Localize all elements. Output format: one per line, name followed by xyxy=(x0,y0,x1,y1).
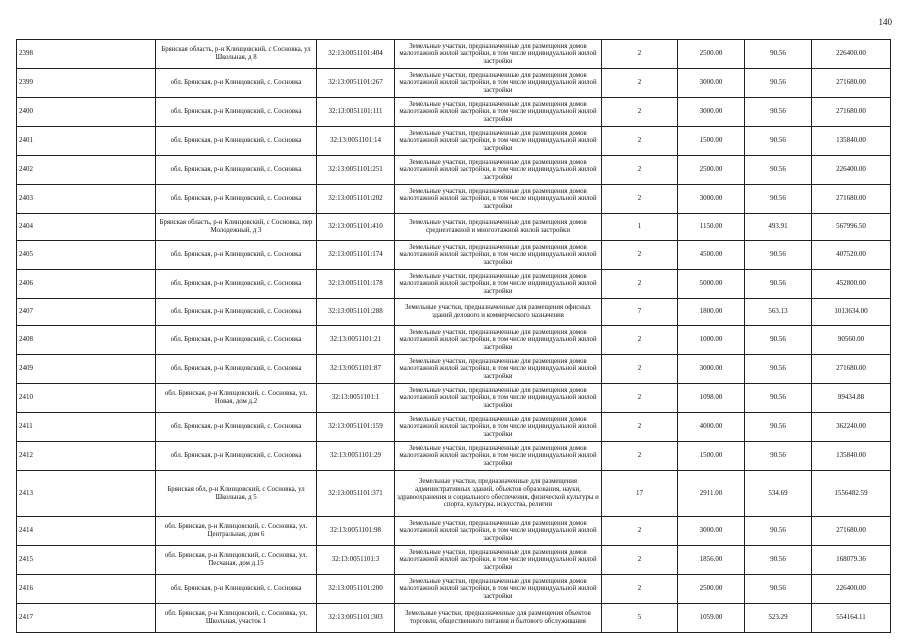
specific-value-cell: 90.56 xyxy=(745,127,812,156)
row-number: 2403 xyxy=(17,185,156,214)
land-use-cell: Земельные участки, предназначенные для размещения домов среднеэтажной и многоэтажной жилой застройки xyxy=(395,214,602,241)
table-row xyxy=(17,156,891,185)
cadastral-value-table xyxy=(16,39,891,633)
category-cell: 2 xyxy=(602,270,678,299)
area-cell: 1150.00 xyxy=(678,214,745,241)
specific-value-cell: 523.29 xyxy=(745,604,812,633)
land-use-cell: Земельные участки, предназначенные для размещения домов малоэтажной жилой застройки, в том числе индивидуальной жилой застройки xyxy=(395,384,602,413)
cadastral-number-cell: 32:13:0051101:14 xyxy=(317,127,395,156)
category-cell: 1 xyxy=(602,214,678,241)
land-use-cell: Земельные участки, предназначенные для размещения домов малоэтажной жилой застройки, в том числе индивидуальной жилой застройки xyxy=(395,413,602,442)
area-cell: 3000.00 xyxy=(678,185,745,214)
address-cell: обл. Брянская, р-н Клинцовский, с. Сосновка xyxy=(156,127,317,156)
table-row xyxy=(17,326,891,355)
cadastral-value-cell: 135840.00 xyxy=(812,127,891,156)
specific-value-cell: 563.13 xyxy=(745,299,812,326)
cadastral-value-cell: 168079.36 xyxy=(812,546,891,575)
cadastral-value-cell: 362240.00 xyxy=(812,413,891,442)
specific-value-cell: 90.56 xyxy=(745,384,812,413)
cadastral-number-cell: 32:13:0051101:200 xyxy=(317,575,395,604)
land-use-cell: Земельные участки, предназначенные для размещения домов малоэтажной жилой застройки, в том числе индивидуальной жилой застройки xyxy=(395,517,602,546)
specific-value-cell: 90.56 xyxy=(745,326,812,355)
cadastral-number-cell: 32:13:0051101:404 xyxy=(317,40,395,69)
address-cell: обл. Брянская, р-н Клинцовский, с. Сосновка, ул. Песчаная, дом д.15 xyxy=(156,546,317,575)
cadastral-value-cell: 407520.00 xyxy=(812,241,891,270)
address-cell: Брянская область, р-н Клинцовский, с Сосновка, пер Молодежный, д 3 xyxy=(156,214,317,241)
row-number: 2406 xyxy=(17,270,156,299)
row-number: 2411 xyxy=(17,413,156,442)
specific-value-cell: 90.56 xyxy=(745,355,812,384)
table-row xyxy=(17,40,891,69)
table-body xyxy=(17,40,891,633)
table-row xyxy=(17,214,891,241)
land-use-cell: Земельные участки, предназначенные для размещения административных зданий, объектов образования, науки, здравоохранения и социального обеспечения, физической культуры и спорта, культуры, искусства, религии xyxy=(395,471,602,517)
address-cell: Брянская обл, р-н Клинцовский, с Сосновка, ул Школьная, д 5 xyxy=(156,471,317,517)
category-cell: 2 xyxy=(602,98,678,127)
row-number: 2415 xyxy=(17,546,156,575)
area-cell: 4000.00 xyxy=(678,413,745,442)
specific-value-cell: 90.56 xyxy=(745,185,812,214)
page-number: 140 xyxy=(878,17,892,27)
table-row xyxy=(17,442,891,471)
land-use-cell: Земельные участки, предназначенные для размещения домов малоэтажной жилой застройки, в том числе индивидуальной жилой застройки xyxy=(395,69,602,98)
row-number: 2410 xyxy=(17,384,156,413)
land-use-cell: Земельные участки, предназначенные для размещения домов малоэтажной жилой застройки, в том числе индивидуальной жилой застройки xyxy=(395,40,602,69)
cadastral-value-cell: 1556482.59 xyxy=(812,471,891,517)
area-cell: 1500.00 xyxy=(678,127,745,156)
address-cell: Брянская область, р-н Клинцовский, с Сосновка, ул Школьная, д 8 xyxy=(156,40,317,69)
specific-value-cell: 90.56 xyxy=(745,517,812,546)
row-number: 2414 xyxy=(17,517,156,546)
category-cell: 2 xyxy=(602,413,678,442)
address-cell: обл. Брянская, р-н Клинцовский, с. Сосновка xyxy=(156,241,317,270)
cadastral-number-cell: 32:13:0051101:202 xyxy=(317,185,395,214)
table-row xyxy=(17,546,891,575)
table-row xyxy=(17,517,891,546)
row-number: 2398 xyxy=(17,40,156,69)
cadastral-value-cell: 99434.88 xyxy=(812,384,891,413)
specific-value-cell: 90.56 xyxy=(745,442,812,471)
table-row xyxy=(17,355,891,384)
table-row xyxy=(17,384,891,413)
area-cell: 1098.00 xyxy=(678,384,745,413)
row-number: 2402 xyxy=(17,156,156,185)
address-cell: обл. Брянская, р-н Клинцовский, с. Сосновка, ул. Школьная, участок 1 xyxy=(156,604,317,633)
cadastral-number-cell: 32:13:0051101:159 xyxy=(317,413,395,442)
row-number: 2413 xyxy=(17,471,156,517)
cadastral-value-cell: 271680.00 xyxy=(812,355,891,384)
row-number: 2412 xyxy=(17,442,156,471)
land-use-cell: Земельные участки, предназначенные для размещения домов малоэтажной жилой застройки, в том числе индивидуальной жилой застройки xyxy=(395,127,602,156)
category-cell: 2 xyxy=(602,127,678,156)
address-cell: обл. Брянская, р-н Клинцовский, с. Сосновка xyxy=(156,442,317,471)
address-cell: обл. Брянская, р-н Клинцовский, с. Сосновка xyxy=(156,270,317,299)
cadastral-value-cell: 226400.00 xyxy=(812,575,891,604)
category-cell: 2 xyxy=(602,517,678,546)
category-cell: 2 xyxy=(602,185,678,214)
address-cell: обл. Брянская, р-н Клинцовский, с. Сосновка xyxy=(156,299,317,326)
land-use-cell: Земельные участки, предназначенные для размещения домов малоэтажной жилой застройки, в том числе индивидуальной жилой застройки xyxy=(395,98,602,127)
row-number: 2408 xyxy=(17,326,156,355)
land-use-cell: Земельные участки, предназначенные для размещения домов малоэтажной жилой застройки, в том числе индивидуальной жилой застройки xyxy=(395,270,602,299)
cadastral-value-cell: 90560.00 xyxy=(812,326,891,355)
cadastral-number-cell: 32:13:0051101:3 xyxy=(317,546,395,575)
specific-value-cell: 90.56 xyxy=(745,156,812,185)
specific-value-cell: 90.56 xyxy=(745,270,812,299)
land-use-cell: Земельные участки, предназначенные для размещения домов малоэтажной жилой застройки, в том числе индивидуальной жилой застройки xyxy=(395,442,602,471)
table-row xyxy=(17,270,891,299)
cadastral-value-cell: 554164.11 xyxy=(812,604,891,633)
cadastral-number-cell: 32:13:0051101:87 xyxy=(317,355,395,384)
address-cell: обл. Брянская, р-н Клинцовский, с. Сосновка xyxy=(156,413,317,442)
address-cell: обл. Брянская, р-н Клинцовский, с. Сосновка xyxy=(156,98,317,127)
table-row xyxy=(17,127,891,156)
cadastral-number-cell: 32:13:0051101:111 xyxy=(317,98,395,127)
category-cell: 2 xyxy=(602,69,678,98)
cadastral-number-cell: 32:13:0051101:98 xyxy=(317,517,395,546)
cadastral-value-cell: 226400.00 xyxy=(812,156,891,185)
address-cell: обл. Брянская, р-н Клинцовский, с. Сосновка xyxy=(156,575,317,604)
area-cell: 2911.00 xyxy=(678,471,745,517)
area-cell: 3000.00 xyxy=(678,98,745,127)
land-use-cell: Земельные участки, предназначенные для размещения домов малоэтажной жилой застройки, в том числе индивидуальной жилой застройки xyxy=(395,156,602,185)
cadastral-number-cell: 32:13:0051101:371 xyxy=(317,471,395,517)
specific-value-cell: 90.56 xyxy=(745,98,812,127)
area-cell: 3000.00 xyxy=(678,355,745,384)
area-cell: 1800.00 xyxy=(678,299,745,326)
address-cell: обл. Брянская, р-н Клинцовский, с. Сосновка xyxy=(156,355,317,384)
cadastral-value-cell: 135840.00 xyxy=(812,442,891,471)
cadastral-value-cell: 226400.00 xyxy=(812,40,891,69)
cadastral-number-cell: 32:13:0051101:251 xyxy=(317,156,395,185)
cadastral-value-cell: 1013634.00 xyxy=(812,299,891,326)
cadastral-number-cell: 32:13:0051101:267 xyxy=(317,69,395,98)
area-cell: 5000.00 xyxy=(678,270,745,299)
land-use-cell: Земельные участки, предназначенные для размещения офисных зданий делового и коммерческого назначения xyxy=(395,299,602,326)
row-number: 2416 xyxy=(17,575,156,604)
row-number: 2405 xyxy=(17,241,156,270)
cadastral-value-cell: 452800.00 xyxy=(812,270,891,299)
specific-value-cell: 90.56 xyxy=(745,241,812,270)
area-cell: 2500.00 xyxy=(678,40,745,69)
specific-value-cell: 493.91 xyxy=(745,214,812,241)
cadastral-number-cell: 32:13:0051101:303 xyxy=(317,604,395,633)
category-cell: 2 xyxy=(602,546,678,575)
address-cell: обл. Брянская, р-н Клинцовский, с. Сосновка xyxy=(156,326,317,355)
category-cell: 2 xyxy=(602,156,678,185)
specific-value-cell: 90.56 xyxy=(745,40,812,69)
row-number: 2407 xyxy=(17,299,156,326)
cadastral-value-cell: 271680.00 xyxy=(812,98,891,127)
category-cell: 2 xyxy=(602,442,678,471)
land-use-cell: Земельные участки, предназначенные для размещения домов малоэтажной жилой застройки, в том числе индивидуальной жилой застройки xyxy=(395,185,602,214)
table-row xyxy=(17,299,891,326)
specific-value-cell: 534.69 xyxy=(745,471,812,517)
land-use-cell: Земельные участки, предназначенные для размещения домов малоэтажной жилой застройки, в том числе индивидуальной жилой застройки xyxy=(395,241,602,270)
land-use-cell: Земельные участки, предназначенные для размещения домов малоэтажной жилой застройки, в том числе индивидуальной жилой застройки xyxy=(395,326,602,355)
cadastral-value-cell: 271680.00 xyxy=(812,69,891,98)
address-cell: обл. Брянская, р-н Клинцовский, с. Сосновка, ул. Новая, дом д.2 xyxy=(156,384,317,413)
area-cell: 1856.00 xyxy=(678,546,745,575)
cadastral-value-cell: 271680.00 xyxy=(812,517,891,546)
land-use-cell: Земельные участки, предназначенные для размещения объектов торговли, общественного питания и бытового обслуживания xyxy=(395,604,602,633)
category-cell: 2 xyxy=(602,241,678,270)
specific-value-cell: 90.56 xyxy=(745,546,812,575)
table-row xyxy=(17,185,891,214)
cadastral-number-cell: 32:13:0051101:410 xyxy=(317,214,395,241)
category-cell: 2 xyxy=(602,384,678,413)
table-row xyxy=(17,241,891,270)
area-cell: 1059.00 xyxy=(678,604,745,633)
cadastral-value-cell: 271680.00 xyxy=(812,185,891,214)
address-cell: обл. Брянская, р-н Клинцовский, с. Сосновка, ул. Центральная, дом 6 xyxy=(156,517,317,546)
table-row xyxy=(17,69,891,98)
specific-value-cell: 90.56 xyxy=(745,69,812,98)
category-cell: 2 xyxy=(602,326,678,355)
address-cell: обл. Брянская, р-н Клинцовский, с. Сосновка xyxy=(156,69,317,98)
cadastral-number-cell: 32:13:0051101:174 xyxy=(317,241,395,270)
cadastral-value-cell: 567996.50 xyxy=(812,214,891,241)
area-cell: 1000.00 xyxy=(678,326,745,355)
row-number: 2399 xyxy=(17,69,156,98)
area-cell: 2500.00 xyxy=(678,575,745,604)
row-number: 2401 xyxy=(17,127,156,156)
row-number: 2400 xyxy=(17,98,156,127)
category-cell: 2 xyxy=(602,355,678,384)
land-use-cell: Земельные участки, предназначенные для размещения домов малоэтажной жилой застройки, в том числе индивидуальной жилой застройки xyxy=(395,546,602,575)
category-cell: 17 xyxy=(602,471,678,517)
cadastral-number-cell: 32:13:0051101:21 xyxy=(317,326,395,355)
category-cell: 5 xyxy=(602,604,678,633)
specific-value-cell: 90.56 xyxy=(745,575,812,604)
land-use-cell: Земельные участки, предназначенные для размещения домов малоэтажной жилой застройки, в том числе индивидуальной жилой застройки xyxy=(395,355,602,384)
table-row xyxy=(17,98,891,127)
cadastral-number-cell: 32:13:0051101:288 xyxy=(317,299,395,326)
table-row xyxy=(17,604,891,633)
table-row xyxy=(17,471,891,517)
cadastral-number-cell: 32:13:0051101:29 xyxy=(317,442,395,471)
area-cell: 3000.00 xyxy=(678,517,745,546)
row-number: 2404 xyxy=(17,214,156,241)
category-cell: 2 xyxy=(602,575,678,604)
row-number: 2417 xyxy=(17,604,156,633)
category-cell: 7 xyxy=(602,299,678,326)
table-row xyxy=(17,575,891,604)
specific-value-cell: 90.56 xyxy=(745,413,812,442)
category-cell: 2 xyxy=(602,40,678,69)
address-cell: обл. Брянская, р-н Клинцовский, с. Сосновка xyxy=(156,156,317,185)
area-cell: 3000.00 xyxy=(678,69,745,98)
area-cell: 2500.00 xyxy=(678,156,745,185)
land-use-cell: Земельные участки, предназначенные для размещения домов малоэтажной жилой застройки, в том числе индивидуальной жилой застройки xyxy=(395,575,602,604)
cadastral-number-cell: 32:13:0051101:1 xyxy=(317,384,395,413)
address-cell: обл. Брянская, р-н Клинцовский, с. Сосновка xyxy=(156,185,317,214)
area-cell: 4500.00 xyxy=(678,241,745,270)
cadastral-number-cell: 32:13:0051101:178 xyxy=(317,270,395,299)
table-row xyxy=(17,413,891,442)
area-cell: 1500.00 xyxy=(678,442,745,471)
row-number: 2409 xyxy=(17,355,156,384)
